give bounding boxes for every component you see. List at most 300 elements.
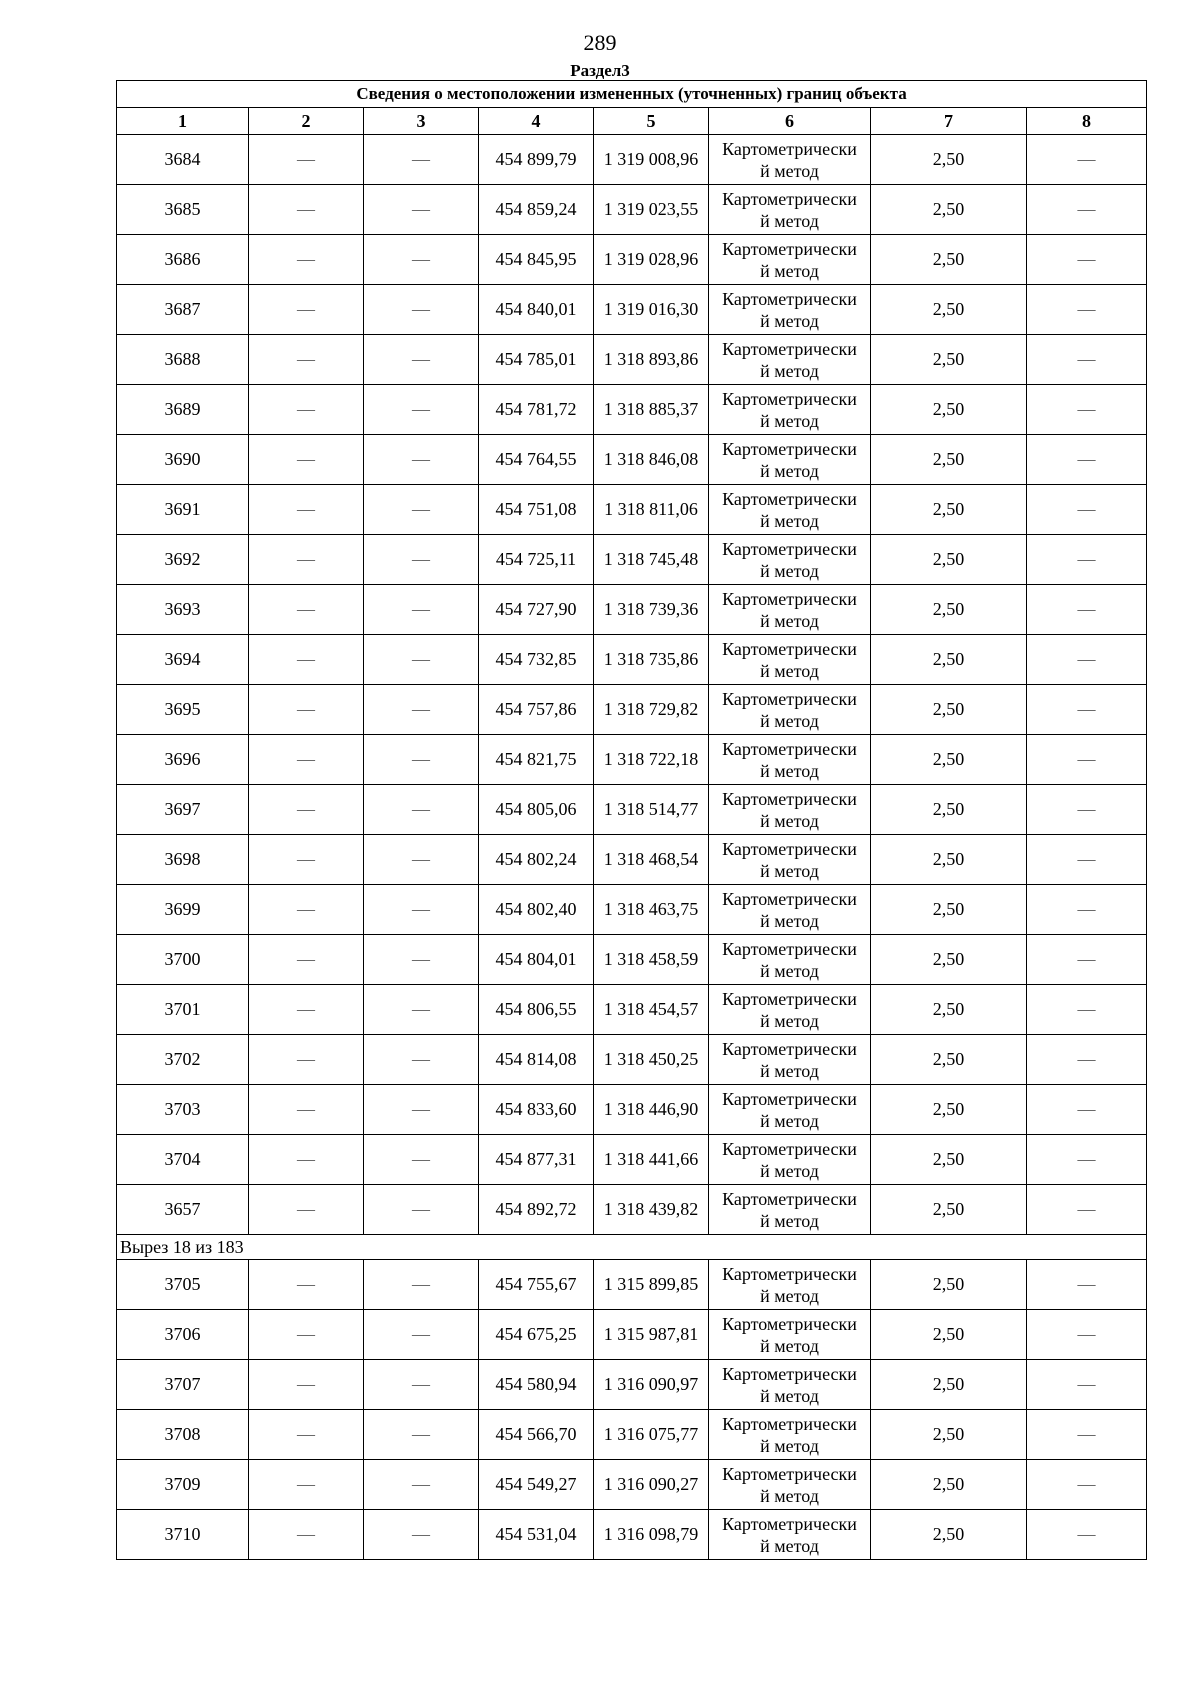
method-cell — [709, 735, 871, 785]
method-line-1: Картометрически — [722, 588, 857, 609]
table-row — [117, 835, 1147, 885]
method-line-1: Картометрически — [722, 488, 857, 509]
method-line-1: Картометрически — [722, 888, 857, 909]
method-line-2: й метод — [760, 760, 819, 781]
coordinates-table — [116, 80, 1147, 1560]
empty-cell-dash: — — [249, 1460, 364, 1510]
empty-cell-dash: — — [364, 835, 479, 885]
empty-cell-dash: — — [1027, 885, 1147, 935]
table-row — [117, 335, 1147, 385]
table-row — [117, 685, 1147, 735]
coordinate-x: 454 814,08 — [479, 1035, 594, 1085]
method-cell — [709, 685, 871, 735]
method-cell — [709, 1135, 871, 1185]
coordinate-y: 1 319 016,30 — [594, 285, 709, 335]
empty-cell-dash: — — [364, 135, 479, 185]
accuracy-value: 2,50 — [871, 235, 1027, 285]
accuracy-value: 2,50 — [871, 185, 1027, 235]
table-row — [117, 485, 1147, 535]
method-line-1: Картометрически — [722, 788, 857, 809]
method-cell — [709, 835, 871, 885]
table-row — [117, 1035, 1147, 1085]
method-line-2: й метод — [760, 860, 819, 881]
accuracy-value: 2,50 — [871, 1410, 1027, 1460]
coordinate-y: 1 315 899,85 — [594, 1260, 709, 1310]
empty-cell-dash: — — [364, 1185, 479, 1235]
coordinate-y: 1 318 811,06 — [594, 485, 709, 535]
empty-cell-dash: — — [249, 1135, 364, 1185]
empty-cell-dash: — — [249, 1510, 364, 1560]
method-cell — [709, 885, 871, 935]
point-number: 3684 — [117, 135, 249, 185]
table-row — [117, 935, 1147, 985]
coordinate-y: 1 316 098,79 — [594, 1510, 709, 1560]
coordinate-y: 1 318 454,57 — [594, 985, 709, 1035]
method-cell — [709, 235, 871, 285]
point-number: 3703 — [117, 1085, 249, 1135]
table-row — [117, 1185, 1147, 1235]
method-line-2: й метод — [760, 1060, 819, 1081]
empty-cell-dash: — — [364, 785, 479, 835]
accuracy-value: 2,50 — [871, 1035, 1027, 1085]
method-line-2: й метод — [760, 960, 819, 981]
empty-cell-dash: — — [249, 885, 364, 935]
accuracy-value: 2,50 — [871, 135, 1027, 185]
table-row — [117, 735, 1147, 785]
method-line-2: й метод — [760, 310, 819, 331]
table-row — [117, 185, 1147, 235]
coordinate-y: 1 318 446,90 — [594, 1085, 709, 1135]
table-row — [117, 1135, 1147, 1185]
page-number: 289 — [583, 30, 617, 55]
method-line-2: й метод — [760, 410, 819, 431]
accuracy-value: 2,50 — [871, 1185, 1027, 1235]
table-row — [117, 1260, 1147, 1310]
empty-cell-dash: — — [1027, 585, 1147, 635]
method-line-1: Картометрически — [722, 338, 857, 359]
coordinate-y: 1 318 739,36 — [594, 585, 709, 635]
table-row — [117, 1460, 1147, 1510]
table-row — [117, 635, 1147, 685]
coordinate-x: 454 751,08 — [479, 485, 594, 535]
empty-cell-dash: — — [364, 1310, 479, 1360]
empty-cell-dash: — — [1027, 135, 1147, 185]
method-line-1: Картометрически — [722, 188, 857, 209]
point-number: 3690 — [117, 435, 249, 485]
coordinate-x: 454 755,67 — [479, 1260, 594, 1310]
coordinate-x: 454 757,86 — [479, 685, 594, 735]
coordinate-y: 1 316 075,77 — [594, 1410, 709, 1460]
empty-cell-dash: — — [1027, 485, 1147, 535]
point-number: 3699 — [117, 885, 249, 935]
accuracy-value: 2,50 — [871, 435, 1027, 485]
method-line-1: Картометрически — [722, 238, 857, 259]
table-row — [117, 285, 1147, 335]
empty-cell-dash: — — [1027, 1460, 1147, 1510]
method-line-2: й метод — [760, 660, 819, 681]
point-number: 3692 — [117, 535, 249, 585]
empty-cell-dash: — — [364, 335, 479, 385]
coordinate-x: 454 675,25 — [479, 1310, 594, 1360]
point-number: 3687 — [117, 285, 249, 335]
empty-cell-dash: — — [1027, 285, 1147, 335]
method-line-1: Картометрически — [722, 688, 857, 709]
empty-cell-dash: — — [1027, 385, 1147, 435]
point-number: 3710 — [117, 1510, 249, 1560]
method-cell — [709, 1460, 871, 1510]
cutout-row — [117, 1235, 1147, 1260]
point-number: 3698 — [117, 835, 249, 885]
coordinate-x: 454 802,24 — [479, 835, 594, 885]
method-line-1: Картометрически — [722, 1188, 857, 1209]
empty-cell-dash: — — [249, 735, 364, 785]
accuracy-value: 2,50 — [871, 1460, 1027, 1510]
coordinate-y: 1 318 745,48 — [594, 535, 709, 585]
empty-cell-dash: — — [364, 285, 479, 335]
empty-cell-dash: — — [364, 1360, 479, 1410]
method-cell — [709, 1360, 871, 1410]
method-line-1: Картометрически — [722, 638, 857, 659]
empty-cell-dash: — — [364, 1135, 479, 1185]
empty-cell-dash: — — [364, 635, 479, 685]
column-header: 5 — [594, 108, 709, 135]
method-line-1: Картометрически — [722, 1463, 857, 1484]
method-cell — [709, 785, 871, 835]
method-cell — [709, 285, 871, 335]
coordinate-x: 454 840,01 — [479, 285, 594, 335]
method-cell — [709, 585, 871, 635]
empty-cell-dash: — — [364, 585, 479, 635]
empty-cell-dash: — — [249, 435, 364, 485]
coordinate-x: 454 531,04 — [479, 1510, 594, 1560]
point-number: 3693 — [117, 585, 249, 635]
method-line-2: й метод — [760, 1210, 819, 1231]
empty-cell-dash: — — [249, 1410, 364, 1460]
empty-cell-dash: — — [1027, 1360, 1147, 1410]
empty-cell-dash: — — [364, 1510, 479, 1560]
empty-cell-dash: — — [1027, 735, 1147, 785]
empty-cell-dash: — — [1027, 1185, 1147, 1235]
method-line-1: Картометрически — [722, 1088, 857, 1109]
column-header: 4 — [479, 108, 594, 135]
method-line-2: й метод — [760, 810, 819, 831]
empty-cell-dash: — — [1027, 985, 1147, 1035]
accuracy-value: 2,50 — [871, 1360, 1027, 1410]
method-line-2: й метод — [760, 1010, 819, 1031]
empty-cell-dash: — — [1027, 185, 1147, 235]
empty-cell-dash: — — [249, 285, 364, 335]
empty-cell-dash: — — [1027, 835, 1147, 885]
column-header-row — [117, 108, 1147, 135]
empty-cell-dash: — — [1027, 1510, 1147, 1560]
empty-cell-dash: — — [249, 235, 364, 285]
empty-cell-dash: — — [364, 1085, 479, 1135]
coordinate-x: 454 764,55 — [479, 435, 594, 485]
method-line-2: й метод — [760, 260, 819, 281]
coordinate-y: 1 318 439,82 — [594, 1185, 709, 1235]
empty-cell-dash: — — [364, 1460, 479, 1510]
empty-cell-dash: — — [1027, 435, 1147, 485]
coordinate-x: 454 859,24 — [479, 185, 594, 235]
method-cell — [709, 1310, 871, 1360]
accuracy-value: 2,50 — [871, 885, 1027, 935]
method-cell — [709, 635, 871, 685]
table-row — [117, 1085, 1147, 1135]
coordinate-y: 1 318 846,08 — [594, 435, 709, 485]
method-cell — [709, 435, 871, 485]
method-line-2: й метод — [760, 1285, 819, 1306]
empty-cell-dash: — — [364, 485, 479, 535]
table-row — [117, 785, 1147, 835]
method-cell — [709, 985, 871, 1035]
coordinate-x: 454 549,27 — [479, 1460, 594, 1510]
empty-cell-dash: — — [364, 385, 479, 435]
table-row — [117, 535, 1147, 585]
point-number: 3709 — [117, 1460, 249, 1510]
method-line-2: й метод — [760, 610, 819, 631]
method-line-2: й метод — [760, 710, 819, 731]
point-number: 3707 — [117, 1360, 249, 1410]
table-row — [117, 235, 1147, 285]
accuracy-value: 2,50 — [871, 635, 1027, 685]
point-number: 3695 — [117, 685, 249, 735]
method-cell — [709, 1035, 871, 1085]
coordinate-x: 454 892,72 — [479, 1185, 594, 1235]
method-line-1: Картометрически — [722, 538, 857, 559]
accuracy-value: 2,50 — [871, 385, 1027, 435]
table-row — [117, 1360, 1147, 1410]
coordinate-x: 454 725,11 — [479, 535, 594, 585]
accuracy-value: 2,50 — [871, 1510, 1027, 1560]
empty-cell-dash: — — [1027, 1035, 1147, 1085]
point-number: 3694 — [117, 635, 249, 685]
method-cell — [709, 535, 871, 585]
accuracy-value: 2,50 — [871, 585, 1027, 635]
empty-cell-dash: — — [1027, 235, 1147, 285]
accuracy-value: 2,50 — [871, 335, 1027, 385]
cutout-label: Вырез 18 из 183 — [117, 1235, 1147, 1260]
empty-cell-dash: — — [249, 1260, 364, 1310]
empty-cell-dash: — — [364, 935, 479, 985]
method-line-1: Картометрически — [722, 838, 857, 859]
empty-cell-dash: — — [364, 985, 479, 1035]
point-number: 3702 — [117, 1035, 249, 1085]
empty-cell-dash: — — [364, 685, 479, 735]
accuracy-value: 2,50 — [871, 935, 1027, 985]
empty-cell-dash: — — [249, 935, 364, 985]
coordinate-x: 454 781,72 — [479, 385, 594, 435]
point-number: 3685 — [117, 185, 249, 235]
coordinate-y: 1 319 023,55 — [594, 185, 709, 235]
accuracy-value: 2,50 — [871, 835, 1027, 885]
empty-cell-dash: — — [1027, 1260, 1147, 1310]
method-line-1: Картометрически — [722, 288, 857, 309]
accuracy-value: 2,50 — [871, 685, 1027, 735]
accuracy-value: 2,50 — [871, 1135, 1027, 1185]
method-line-1: Картометрически — [722, 738, 857, 759]
empty-cell-dash: — — [249, 135, 364, 185]
method-line-2: й метод — [760, 1335, 819, 1356]
empty-cell-dash: — — [364, 885, 479, 935]
method-cell — [709, 1410, 871, 1460]
empty-cell-dash: — — [1027, 335, 1147, 385]
column-header: 1 — [117, 108, 249, 135]
point-number: 3700 — [117, 935, 249, 985]
coordinate-x: 454 821,75 — [479, 735, 594, 785]
coordinate-x: 454 802,40 — [479, 885, 594, 935]
method-line-1: Картометрически — [722, 138, 857, 159]
empty-cell-dash: — — [364, 435, 479, 485]
column-header: 3 — [364, 108, 479, 135]
method-line-1: Картометрически — [722, 988, 857, 1009]
empty-cell-dash: — — [1027, 1410, 1147, 1460]
point-number: 3696 — [117, 735, 249, 785]
coordinate-x: 454 806,55 — [479, 985, 594, 1035]
method-cell — [709, 935, 871, 985]
empty-cell-dash: — — [1027, 935, 1147, 985]
coordinate-y: 1 318 450,25 — [594, 1035, 709, 1085]
point-number: 3688 — [117, 335, 249, 385]
coordinate-y: 1 318 893,86 — [594, 335, 709, 385]
method-line-2: й метод — [760, 360, 819, 381]
coordinate-x: 454 580,94 — [479, 1360, 594, 1410]
coordinate-y: 1 315 987,81 — [594, 1310, 709, 1360]
point-number: 3691 — [117, 485, 249, 535]
coordinate-x: 454 732,85 — [479, 635, 594, 685]
empty-cell-dash: — — [1027, 535, 1147, 585]
empty-cell-dash: — — [249, 835, 364, 885]
empty-cell-dash: — — [364, 235, 479, 285]
coordinate-x: 454 804,01 — [479, 935, 594, 985]
method-cell — [709, 1510, 871, 1560]
empty-cell-dash: — — [364, 185, 479, 235]
column-header: 7 — [871, 108, 1027, 135]
accuracy-value: 2,50 — [871, 985, 1027, 1035]
table-row — [117, 585, 1147, 635]
method-line-2: й метод — [760, 510, 819, 531]
method-line-2: й метод — [760, 1485, 819, 1506]
coordinate-y: 1 316 090,97 — [594, 1360, 709, 1410]
coordinate-x: 454 845,95 — [479, 235, 594, 285]
section-title: Раздел3 — [570, 61, 630, 80]
method-line-1: Картометрически — [722, 938, 857, 959]
empty-cell-dash: — — [249, 1035, 364, 1085]
empty-cell-dash: — — [1027, 785, 1147, 835]
column-header: 8 — [1027, 108, 1147, 135]
coordinate-y: 1 316 090,27 — [594, 1460, 709, 1510]
method-line-2: й метод — [760, 1110, 819, 1131]
coordinate-y: 1 318 722,18 — [594, 735, 709, 785]
method-line-1: Картометрически — [722, 438, 857, 459]
accuracy-value: 2,50 — [871, 485, 1027, 535]
point-number: 3705 — [117, 1260, 249, 1310]
empty-cell-dash: — — [249, 685, 364, 735]
empty-cell-dash: — — [1027, 1135, 1147, 1185]
empty-cell-dash: — — [249, 1085, 364, 1135]
coordinate-y: 1 318 441,66 — [594, 1135, 709, 1185]
table-row — [117, 885, 1147, 935]
method-line-1: Картометрически — [722, 1363, 857, 1384]
column-header: 2 — [249, 108, 364, 135]
point-number: 3697 — [117, 785, 249, 835]
method-line-2: й метод — [760, 1535, 819, 1556]
empty-cell-dash: — — [249, 1360, 364, 1410]
point-number: 3657 — [117, 1185, 249, 1235]
accuracy-value: 2,50 — [871, 285, 1027, 335]
empty-cell-dash: — — [249, 185, 364, 235]
method-line-2: й метод — [760, 1160, 819, 1181]
accuracy-value: 2,50 — [871, 535, 1027, 585]
table-row — [117, 985, 1147, 1035]
empty-cell-dash: — — [249, 535, 364, 585]
coordinate-x: 454 727,90 — [479, 585, 594, 635]
coordinate-y: 1 318 514,77 — [594, 785, 709, 835]
empty-cell-dash: — — [249, 585, 364, 635]
coordinate-x: 454 785,01 — [479, 335, 594, 385]
empty-cell-dash: — — [249, 335, 364, 385]
coordinate-x: 454 877,31 — [479, 1135, 594, 1185]
method-line-1: Картометрически — [722, 1413, 857, 1434]
method-cell — [709, 1085, 871, 1135]
method-cell — [709, 185, 871, 235]
empty-cell-dash: — — [249, 385, 364, 435]
point-number: 3689 — [117, 385, 249, 435]
method-line-2: й метод — [760, 560, 819, 581]
point-number: 3701 — [117, 985, 249, 1035]
table-row — [117, 435, 1147, 485]
method-cell — [709, 385, 871, 435]
coordinate-x: 454 805,06 — [479, 785, 594, 835]
method-line-2: й метод — [760, 460, 819, 481]
table-row — [117, 385, 1147, 435]
empty-cell-dash: — — [249, 785, 364, 835]
table-row — [117, 1410, 1147, 1460]
table-row — [117, 135, 1147, 185]
empty-cell-dash: — — [1027, 685, 1147, 735]
method-line-1: Картометрически — [722, 1513, 857, 1534]
accuracy-value: 2,50 — [871, 1310, 1027, 1360]
coordinate-y: 1 318 885,37 — [594, 385, 709, 435]
method-line-2: й метод — [760, 1435, 819, 1456]
table-row — [117, 1510, 1147, 1560]
empty-cell-dash: — — [249, 1185, 364, 1235]
empty-cell-dash: — — [364, 735, 479, 785]
method-cell — [709, 1185, 871, 1235]
accuracy-value: 2,50 — [871, 1260, 1027, 1310]
method-line-1: Картометрически — [722, 388, 857, 409]
point-number: 3708 — [117, 1410, 249, 1460]
method-cell — [709, 1260, 871, 1310]
method-line-1: Картометрически — [722, 1138, 857, 1159]
empty-cell-dash: — — [249, 485, 364, 535]
method-cell — [709, 335, 871, 385]
empty-cell-dash: — — [1027, 1085, 1147, 1135]
method-cell — [709, 135, 871, 185]
coordinate-y: 1 319 028,96 — [594, 235, 709, 285]
method-line-1: Картометрически — [722, 1313, 857, 1334]
point-number: 3706 — [117, 1310, 249, 1360]
empty-cell-dash: — — [249, 985, 364, 1035]
method-line-1: Картометрически — [722, 1038, 857, 1059]
method-line-2: й метод — [760, 1385, 819, 1406]
method-line-2: й метод — [760, 160, 819, 181]
table-caption: Сведения о местоположении измененных (уточненных) границ объекта — [117, 81, 1147, 108]
empty-cell-dash: — — [364, 1260, 479, 1310]
empty-cell-dash: — — [249, 1310, 364, 1360]
coordinate-x: 454 899,79 — [479, 135, 594, 185]
empty-cell-dash: — — [364, 1035, 479, 1085]
point-number: 3704 — [117, 1135, 249, 1185]
